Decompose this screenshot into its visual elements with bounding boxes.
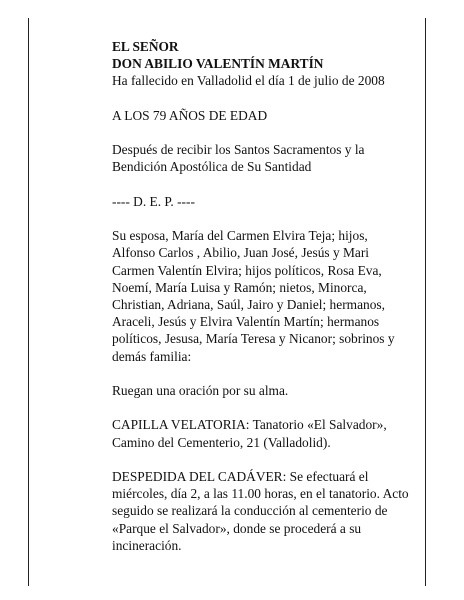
family-line: Su esposa, María del Carmen Elvira Teja; hijos, [112,228,368,244]
chapel-block [112,416,412,450]
farewell-block [112,468,412,554]
farewell-line: DESPEDIDA DEL CADÁVER: Se efectuará el [112,468,369,484]
chapel-line: Camino del Cementerio, 21 (Valladolid). [112,434,331,450]
sacraments-line: Bendición Apostólica de Su Santidad [112,159,312,175]
age-line [112,107,412,124]
family-line: Carmen Valentín Elvira; hijos políticos, Rosa Eva, [112,262,382,278]
family-line: demás familia: [112,348,192,364]
sacraments-line: Después de recibir los Santos Sacramentos y la [112,142,365,158]
deceased-name: DON ABILIO VALENTÍN MARTÍN [112,56,324,72]
dep-text: ---- D. E. P. ---- [112,193,195,209]
farewell-line: miércoles, día 2, a las 11.00 horas, en el tanatorio. Acto [112,486,409,502]
age-text: A LOS 79 AÑOS DE EDAD [112,107,268,123]
chapel-line: CAPILLA VELATORIA: Tanatorio «El Salvador», [112,417,387,433]
family-line: políticos, Jesusa, María Teresa y Nicanor; sobrinos y [112,331,395,347]
sacraments-block [112,141,412,175]
prayer-line [112,382,412,399]
obituary-notice [112,38,412,554]
farewell-line: «Parque el Salvador», donde se procederá a su [112,520,362,536]
dep-line [112,193,412,210]
header-block [112,38,412,90]
family-block [112,227,412,365]
deceased-title: EL SEÑOR [112,39,179,54]
prayer-text: Ruegan una oración por su alma. [112,382,289,398]
family-line: Noemí, María Luisa y Ramón; nietos, Minorca, [112,279,367,295]
farewell-line: incineración. [112,537,182,553]
family-line: Christian, Adriana, Saúl, Jairo y Daniel; hermanos, [112,296,385,312]
farewell-line: seguido se realizará la conducción al cementerio de [112,503,388,519]
family-line: Araceli, Jesús y Elvira Valentín Martín; hermanos [112,314,380,330]
family-line: Alfonso Carlos , Abilio, Juan José, Jesús y Mari [112,245,370,261]
death-notice: Ha fallecido en Valladolid el día 1 de julio de 2008 [112,73,385,89]
